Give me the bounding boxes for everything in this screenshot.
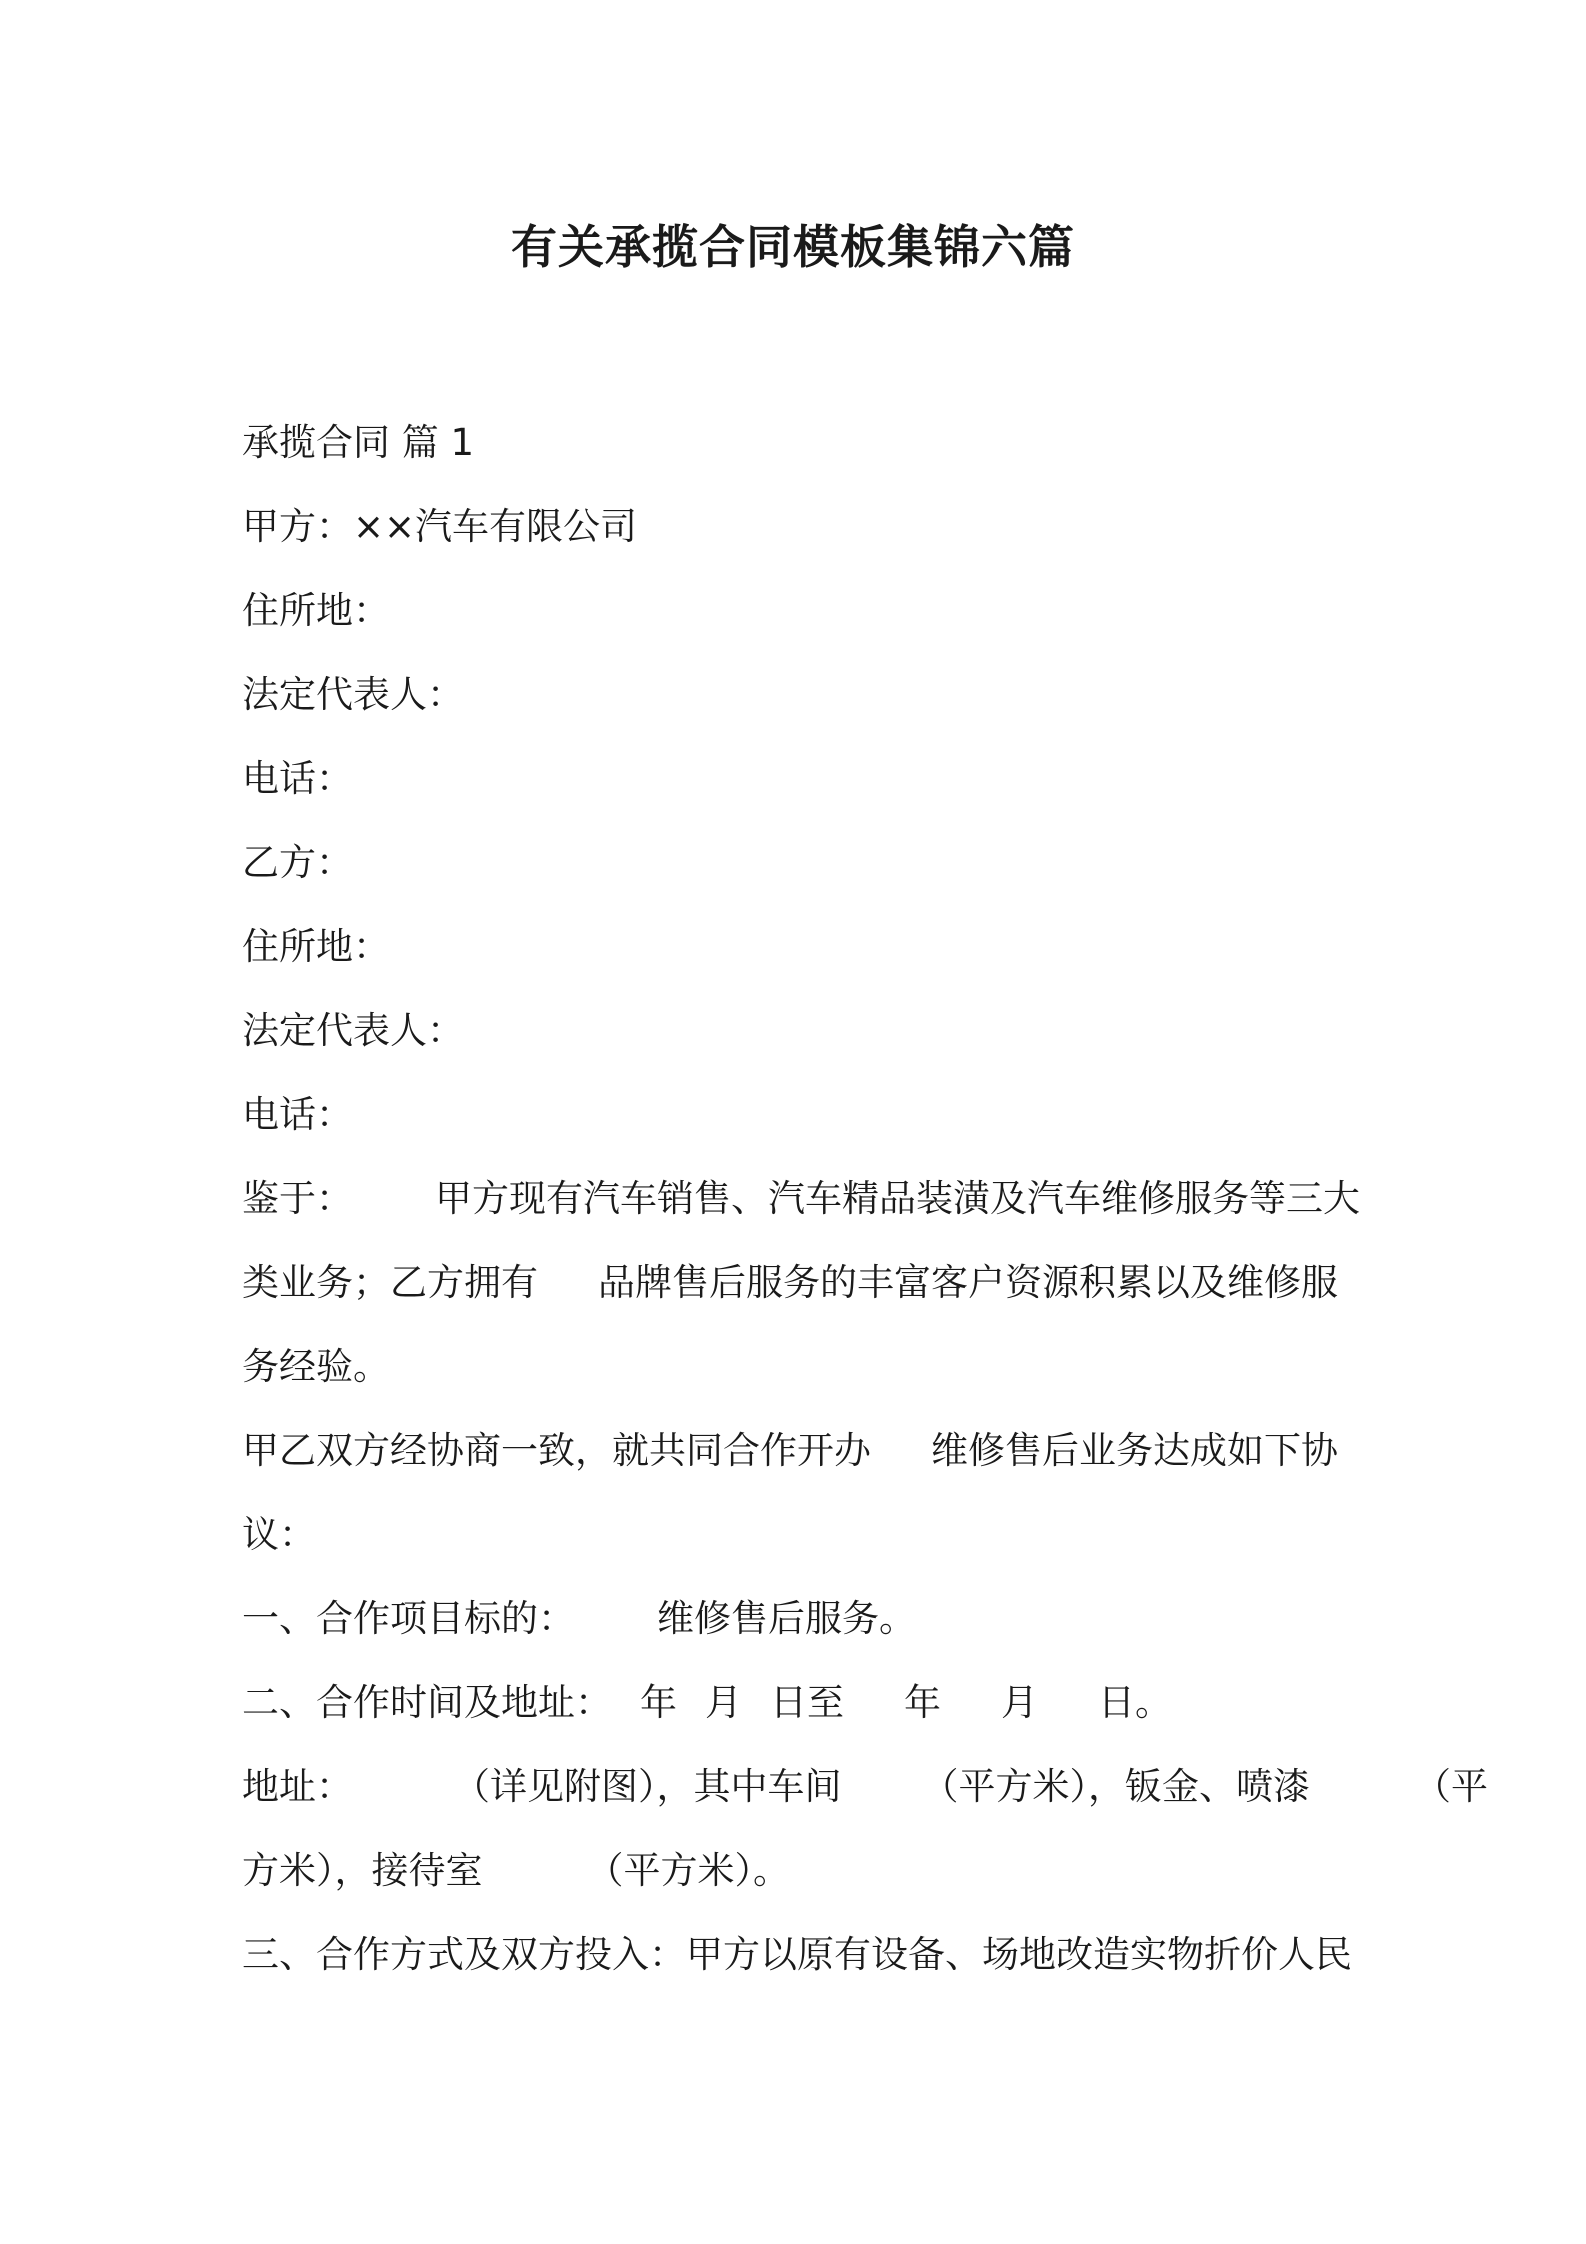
agreement-text-1a: 甲乙双方经协商一致，就共同合作开办: [242, 1429, 871, 1472]
clause-2-year-1: 年: [640, 1681, 677, 1724]
party-b-line: 乙方：: [242, 841, 353, 884]
address-part-3: （平: [1414, 1765, 1488, 1808]
clause-2-day-2: 日。: [1098, 1681, 1172, 1724]
party-a-line: 甲方：××汽车有限公司: [242, 505, 638, 548]
address-label: 地址：: [242, 1765, 353, 1808]
address-text-2a: 方米），接待室: [242, 1849, 483, 1892]
clause-1-text: 维修售后服务。: [657, 1597, 916, 1640]
whereas-text-1: 甲方现有汽车销售、汽车精品装潢及汽车维修服务等三大: [435, 1177, 1360, 1220]
clause-2-day-1: 日至: [770, 1681, 844, 1724]
party-b-phone-line: 电话：: [242, 1093, 353, 1136]
party-a-address-line: 住所地：: [242, 589, 390, 632]
address-line-1: [242, 1745, 1488, 1829]
clause-2-line: [242, 1661, 1357, 1745]
clause-2-label: 二、合作时间及地址：: [242, 1681, 612, 1724]
clause-2-month-2: 月: [1001, 1681, 1038, 1724]
whereas-text-2a: 类业务；乙方拥有: [242, 1261, 538, 1304]
party-a-representative-line: 法定代表人：: [242, 673, 464, 716]
address-text-2b: （平方米）。: [586, 1849, 790, 1892]
whereas-text-2b: 品牌售后服务的丰富客户资源积累以及维修服: [598, 1261, 1338, 1304]
whereas-line-1: [242, 1157, 1360, 1241]
party-b-address-line: 住所地：: [242, 925, 390, 968]
clause-2-year-2: 年: [904, 1681, 941, 1724]
address-line-2: [242, 1829, 1357, 1913]
clause-3-line: 三、合作方式及双方投入：甲方以原有设备、场地改造实物折价人民: [242, 1933, 1352, 1976]
clause-1-line: [242, 1577, 1357, 1661]
party-a-phone-line: 电话：: [242, 757, 353, 800]
agreement-line-2: 议：: [242, 1513, 316, 1556]
document-title: 有关承揽合同模板集锦六篇: [511, 220, 1075, 274]
whereas-label: 鉴于：: [242, 1177, 353, 1220]
clause-1-label: 一、合作项目标的：: [242, 1597, 575, 1640]
section-heading: 承揽合同 篇 1: [242, 421, 475, 464]
party-b-representative-line: 法定代表人：: [242, 1009, 464, 1052]
agreement-text-1b: 维修售后业务达成如下协: [931, 1429, 1338, 1472]
clause-2-month-1: 月: [705, 1681, 742, 1724]
address-part-2: （平方米），钣金、喷漆: [921, 1765, 1310, 1808]
whereas-line-3: 务经验。: [242, 1345, 390, 1388]
agreement-line-1: [242, 1409, 1357, 1493]
document-body: [242, 401, 1488, 1997]
whereas-line-2: [242, 1241, 1357, 1325]
address-part-1: （详见附图），其中车间: [453, 1765, 842, 1808]
